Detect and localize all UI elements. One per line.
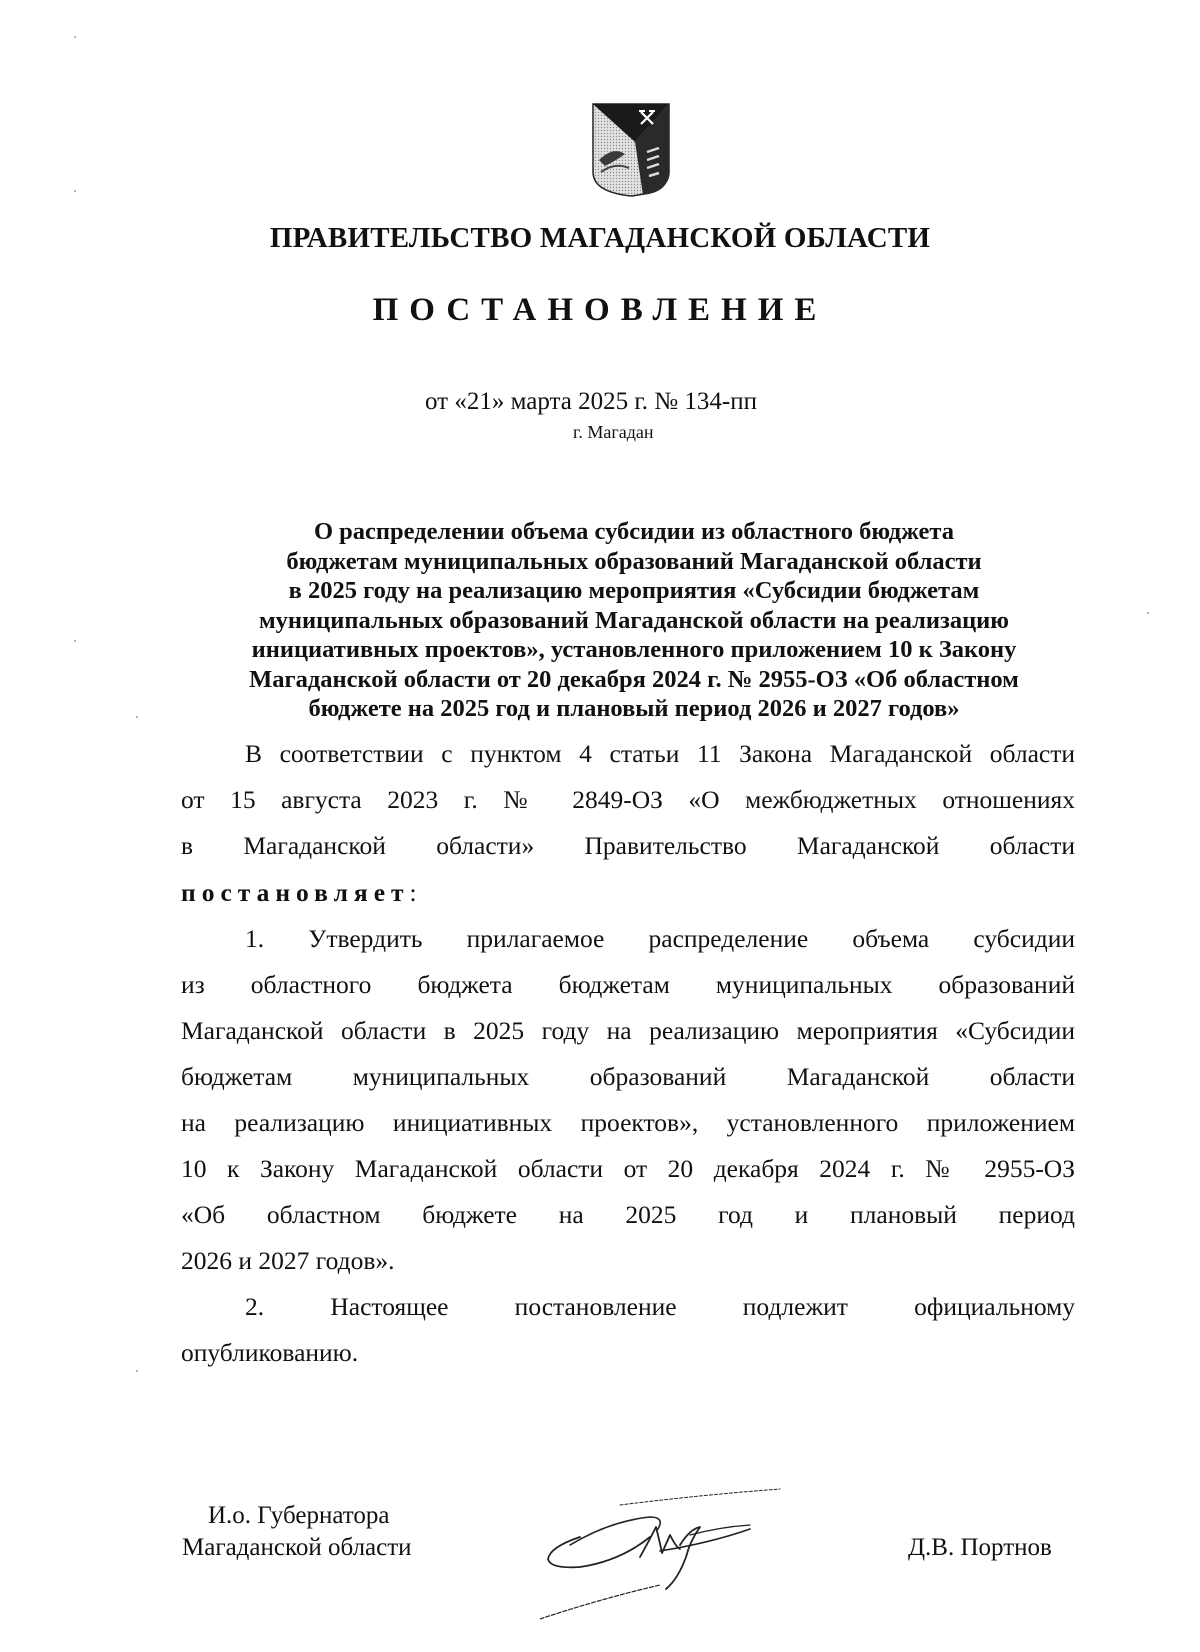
subject-line: в 2025 году на реализацию мероприятия «Субсидии бюджетам [288,577,980,604]
item-1-line: 2026 и 2027 годов». [181,1246,395,1275]
decree-subject [175,517,1093,724]
scan-speck [1147,612,1149,614]
preamble-line: в Магаданской области» Правительство Магаданской области [181,831,1075,860]
organization-title: ПРАВИТЕЛЬСТВО МАГАДАНСКОЙ ОБЛАСТИ [269,222,931,254]
subject-line: О распределении объема субсидии из областного бюджета [313,518,954,545]
decree-word-text: постановляет [181,878,410,907]
item-1-line: 10 к Закону Магаданской области от 20 декабря 2024 г. № 2955-ОЗ [181,1154,1075,1183]
item-1-line: на реализацию инициативных проектов», установленного приложением [181,1108,1075,1137]
subject-line: муниципальных образований Магаданской области на реализацию [258,606,1010,634]
document-type-title: ПОСТАНОВЛЕНИЕ [372,292,828,328]
signatory-position [182,1500,412,1564]
handwritten-signature-icon [540,1487,820,1627]
item-1-line: Магаданской области в 2025 году на реализацию мероприятия «Субсидии [181,1016,1075,1045]
item-2-line: 2. Настоящее постановление подлежит официальному [245,1292,1075,1321]
item-1-line: бюджетам муниципальных образований Магаданской области [181,1062,1075,1091]
item-1-line: «Об областном бюджете на 2025 год и плановый период [181,1200,1075,1229]
decree-date-number: от «21» марта 2025 г. № 134-пп [425,388,757,415]
signatory-position-line: Магаданской области [182,1534,412,1561]
subject-line: бюджете на 2025 год и плановый период 2026 и 2027 годов» [308,695,960,722]
scan-speck [74,36,76,38]
scan-speck [74,190,76,192]
item-1-line: из областного бюджета бюджетам муниципальных образований [181,970,1075,999]
preamble-line: от 15 августа 2023 г. № 2849-ОЗ «О межбюджетных отношениях [181,785,1075,814]
item-1-line: 1. Утвердить прилагаемое распределение объема субсидии [245,924,1075,953]
decree-word [181,876,1075,910]
signatory-name: Д.В. Портнов [908,1534,1052,1561]
scan-speck [136,1370,138,1372]
signatory-position-line: И.о. Губернатора [208,1502,390,1529]
subject-line: Магаданской области от 20 декабря 2024 г. № 2955-ОЗ «Об областном [249,665,1019,693]
item-2-line: опубликованию. [181,1338,359,1367]
subject-line: бюджетам муниципальных образований Магаданской области [286,547,982,575]
decree-word-colon: : [409,878,417,907]
subject-line: инициативных проектов», установленного приложением 10 к Закону [251,636,1017,663]
preamble-line: В соответствии с пунктом 4 статьи 11 Закона Магаданской области [245,739,1075,768]
scan-speck [136,716,138,718]
scan-speck [74,640,76,642]
decree-city: г. Магадан [573,422,654,442]
coat-of-arms-icon [591,102,671,198]
